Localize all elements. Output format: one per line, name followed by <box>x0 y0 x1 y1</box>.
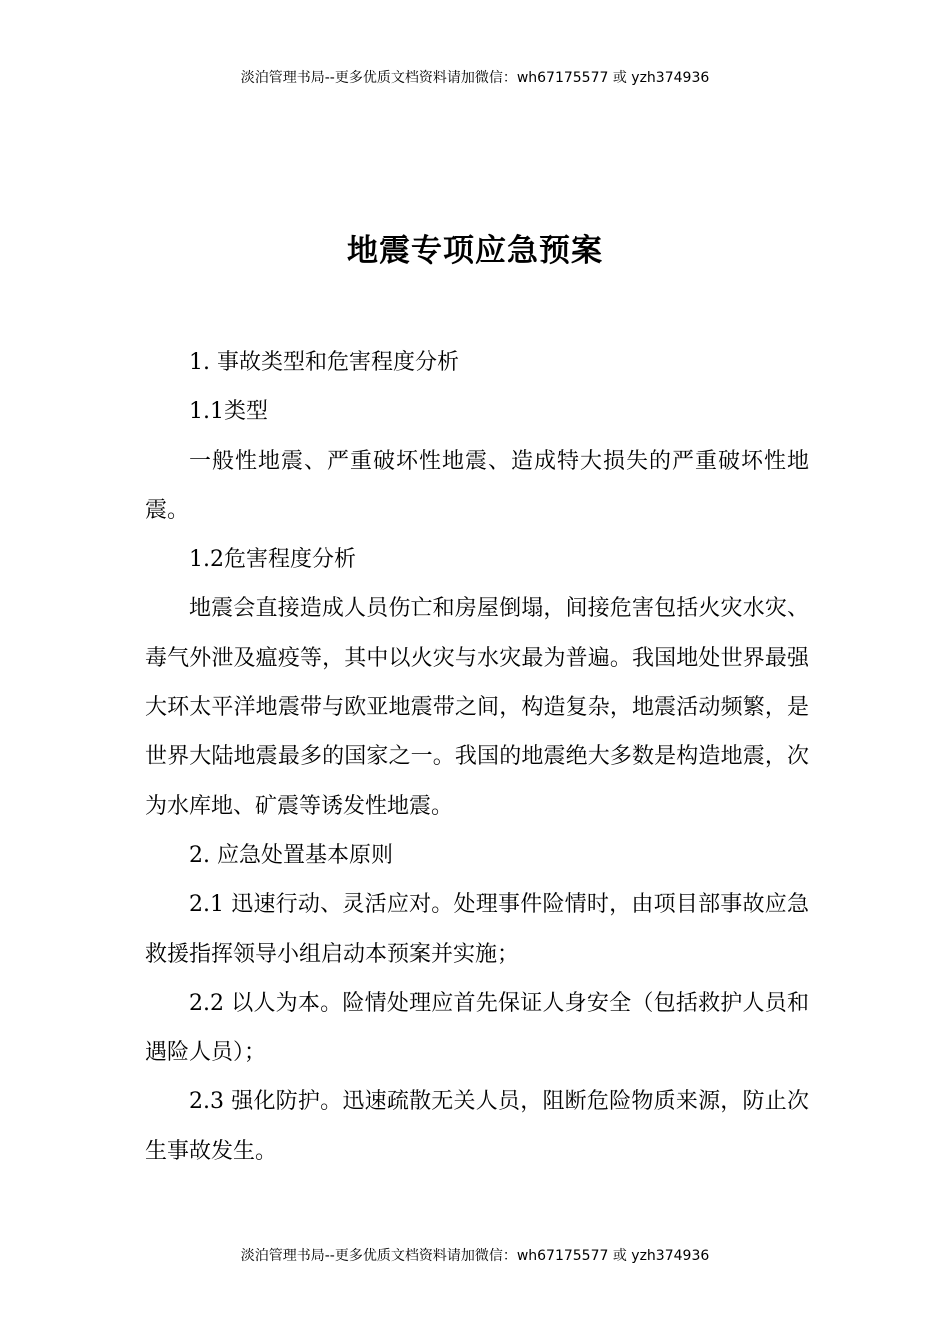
section-2-3-item: 2.3 强化防护。迅速疏散无关人员，阻断危险物质来源，防止次生事故发生。 <box>145 1089 809 1164</box>
section-2-2-item: 2.2 以人为本。险情处理应首先保证人身安全（包括救护人员和遇险人员）； <box>145 990 809 1066</box>
section-1-1-body: 一般性地震、严重破坏性地震、造成特大损失的严重破坏性地震。 <box>145 448 809 523</box>
section-2-1-item: 2.1 迅速行动、灵活应对。处理事件险情时，由项目部事故应急救援指挥领导小组启动本预案并实施； <box>145 892 809 967</box>
section-1-heading: 1. 事故类型和危害程度分析 <box>189 350 459 375</box>
document-body <box>145 338 809 1176</box>
page-footer: 淡泊管理书局--更多优质文档资料请加微信：wh67175577 或 yzh374936 <box>240 1248 710 1264</box>
section-1-2-body: 地震会直接造成人员伤亡和房屋倒塌，间接危害包括火灾水灾、毒气外泄及瘟疫等，其中以火灾与水灾最为普遍。我国地处世界最强大环太平洋地震带与欧亚地震带之间，构造复杂，地震活动频繁，是世界大陆地震最多的国家之一。我国的地震绝大多数是构造地震，次为水库地、矿震等诱发性地震。 <box>145 596 809 819</box>
section-1-1-heading: 1.1类型 <box>189 399 268 425</box>
section-1-2-heading: 1.2危害程度分析 <box>189 547 356 573</box>
document-title: 地震专项应急预案 <box>347 233 603 269</box>
section-2-heading: 2. 应急处置基本原则 <box>189 842 393 868</box>
page-header: 淡泊管理书局--更多优质文档资料请加微信：wh67175577 或 yzh374936 <box>240 70 710 86</box>
